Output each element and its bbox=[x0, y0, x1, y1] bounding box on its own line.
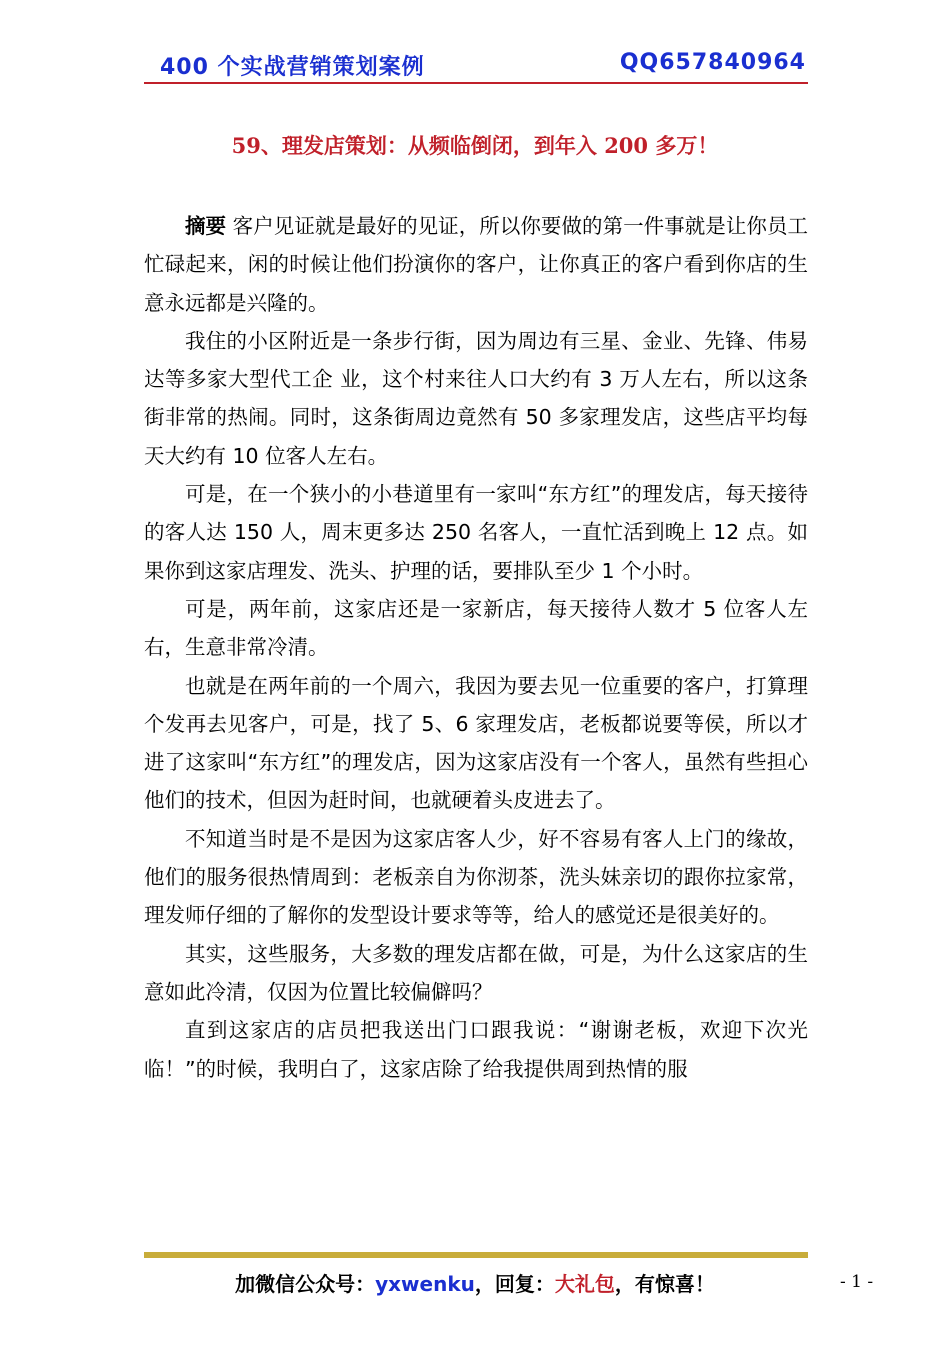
page-footer bbox=[0, 1268, 950, 1297]
summary-label: 摘要 bbox=[185, 214, 227, 238]
body-paragraph: 直到这家店的店员把我送出门口跟我说：“谢谢老板，欢迎下次光临！”的时候，我明白了，这家店除了给我提供周到热情的服 bbox=[144, 1018, 808, 1081]
footer-account: yxwenku bbox=[375, 1272, 475, 1296]
body-paragraph: 不知道当时是不是因为这家店客人少，好不容易有客人上门的缘故，他们的服务很热情周到：老板亲自为你沏茶，洗头妹亲切的跟你拉家常，理发师仔细的了解你的发型设计要求等等，给人的感觉还是很美好的。 bbox=[144, 826, 808, 928]
footer-suffix: ，有惊喜！ bbox=[614, 1272, 715, 1296]
article-body bbox=[144, 207, 808, 1088]
footer-divider bbox=[144, 1252, 808, 1258]
article-title: 59、理发店策划：从频临倒闭，到年入 200 多万！ bbox=[231, 133, 719, 158]
header-qq: QQ657840964 bbox=[619, 50, 806, 75]
body-paragraph: 我住的小区附近是一条步行街，因为周边有三星、金业、先锋、伟易达等多家大型代工企 业，这个村来往人口大约有 3 万人左右，所以这条街非常的热闹。同时，这条街周边竟然有 50 多家理发店，这些店平均每天大约有 10 位客人左右。 bbox=[144, 328, 808, 468]
footer-middle: ，回复： bbox=[474, 1272, 555, 1296]
footer-prefix: 加微信公众号： bbox=[235, 1272, 376, 1296]
summary-text: 客户见证就是最好的见证，所以你要做的第一件事就是让你员工忙碌起来，闲的时候让他们扮演你的客户，让你真正的客户看到你店的生意永远都是兴隆的。 bbox=[144, 214, 809, 315]
page-header bbox=[144, 48, 808, 82]
header-title: 400 个实战营销策划案例 bbox=[160, 55, 425, 80]
footer-keyword: 大礼包 bbox=[554, 1272, 615, 1296]
body-paragraph: 其实，这些服务，大多数的理发店都在做，可是，为什么这家店的生意如此冷清，仅因为位置比较偏僻吗？ bbox=[144, 941, 808, 1004]
body-paragraph: 也就是在两年前的一个周六，我因为要去见一位重要的客户，打算理个发再去见客户，可是，找了 5、6 家理发店，老板都说要等侯，所以才进了这家叫“东方红”的理发店，因为这家店没有一个客人，虽然有些担心他们的技术，但因为赶时间，也就硬着头皮进去了。 bbox=[144, 673, 808, 813]
body-paragraph: 可是，在一个狭小的小巷道里有一家叫“东方红”的理发店，每天接待的客人达 150 人，周末更多达 250 名客人，一直忙活到晚上 12 点。如果你到这家店理发、洗头、护理的话，要排队至少 1 个小时。 bbox=[144, 482, 808, 583]
body-paragraph: 可是，两年前，这家店还是一家新店，每天接待人数才 5 位客人左右，生意非常冷清。 bbox=[144, 596, 808, 660]
page-number: - 1 - bbox=[840, 1272, 874, 1292]
summary-paragraph bbox=[144, 207, 808, 322]
header-divider bbox=[144, 82, 808, 84]
